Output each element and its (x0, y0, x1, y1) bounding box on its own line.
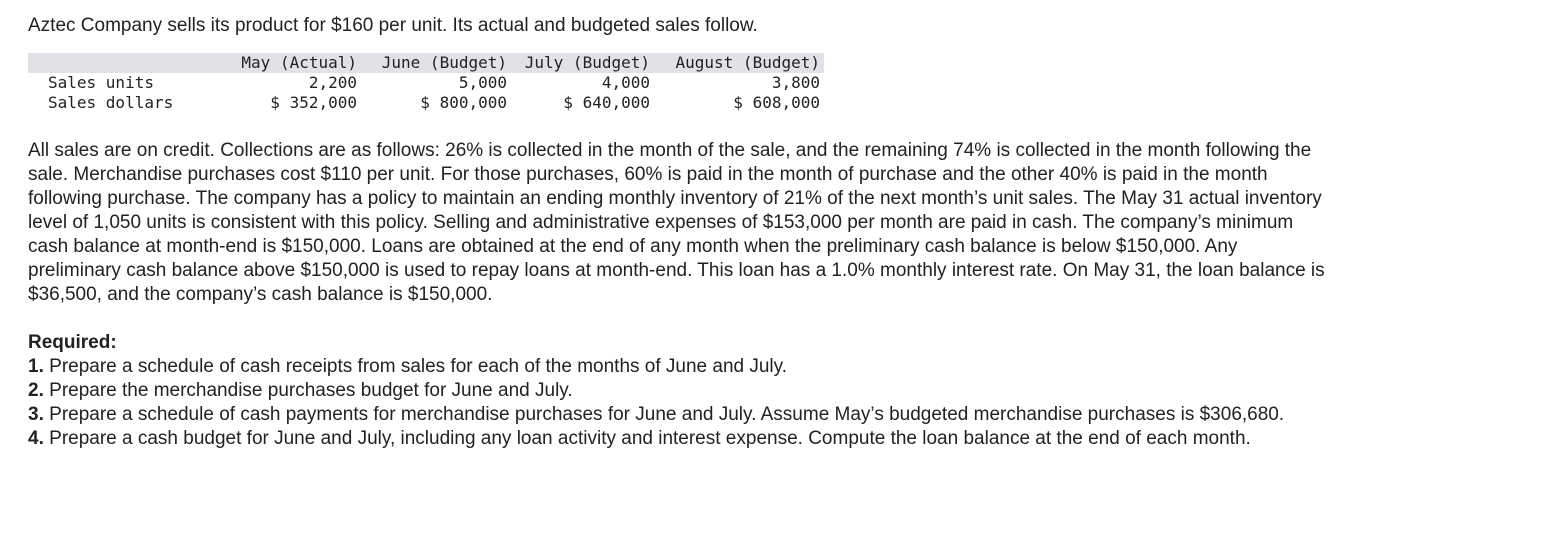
required-item-number: 1. (28, 356, 44, 377)
sales-table-corner-cell (28, 53, 236, 73)
column-header-june: June (Budget) (381, 53, 507, 72)
required-item-text: Prepare a schedule of cash receipts from sales for each of the months of June and July. (49, 356, 788, 377)
required-heading: Required: (28, 332, 117, 353)
sales-dollars-may: $ 352,000 (270, 93, 357, 112)
required-item-2 (28, 379, 1328, 403)
column-header-july: July (Budget) (524, 53, 650, 72)
required-item-text: Prepare the merchandise purchases budget for June and July. (49, 380, 573, 401)
required-item-1 (28, 355, 1328, 379)
sales-dollars-july: $ 640,000 (563, 93, 650, 112)
sales-units-june: 5,000 (458, 73, 507, 92)
column-header-august: August (Budget) (675, 53, 820, 72)
intro-text: Aztec Company sells its product for $160 per unit. Its actual and budgeted sales follow. (28, 15, 758, 36)
sales-units-may: 2,200 (308, 73, 357, 92)
sales-table (28, 53, 824, 113)
required-item-number: 3. (28, 404, 44, 425)
sales-dollars-june: $ 800,000 (420, 93, 507, 112)
required-item-number: 4. (28, 428, 44, 449)
sales-dollars-august: $ 608,000 (733, 93, 820, 112)
required-item-3 (28, 403, 1328, 427)
sales-units-august: 3,800 (771, 73, 820, 92)
required-item-text: Prepare a cash budget for June and July, including any loan activity and interest expense. Compute the loan balance at the end of each month. (49, 428, 1251, 449)
row-label-sales-units: Sales units (48, 73, 154, 92)
required-section (28, 331, 1328, 451)
problem-content (28, 14, 1328, 451)
required-item-4 (28, 427, 1328, 451)
required-item-number: 2. (28, 380, 44, 401)
required-item-text: Prepare a schedule of cash payments for merchandise purchases for June and July. Assume May’s budgeted merchandise purchases is $306,680. (49, 404, 1285, 425)
table-row-sales-dollars (28, 93, 824, 113)
sales-units-july: 4,000 (601, 73, 650, 92)
table-row-sales-units (28, 73, 824, 93)
problem-description: All sales are on credit. Collections are as follows: 26% is collected in the month of the sale, and the remaining 74% is collected in the month following the sale. Merchandise purchases cost $110 per unit. For those purchases, 60% is paid in the month of purchase and the other 40% is paid in the month following purchase. The company has a policy to maintain an ending monthly inventory of 21% of the next month’s unit sales. The May 31 actual inventory level of 1,050 units is consistent with this policy. Selling and administrative expenses of $153,000 per month are paid in cash. The company’s minimum cash balance at month-end is $150,000. Loans are obtained at the end of any month when the preliminary cash balance is below $150,000. Any preliminary cash balance above $150,000 is used to repay loans at month-end. This loan has a 1.0% monthly interest rate. On May 31, the loan balance is $36,500, and the company’s cash balance is $150,000. (28, 140, 1325, 305)
column-header-may: May (Actual) (241, 53, 357, 72)
row-label-sales-dollars: Sales dollars (48, 93, 174, 112)
sales-table-header-row (28, 53, 824, 73)
